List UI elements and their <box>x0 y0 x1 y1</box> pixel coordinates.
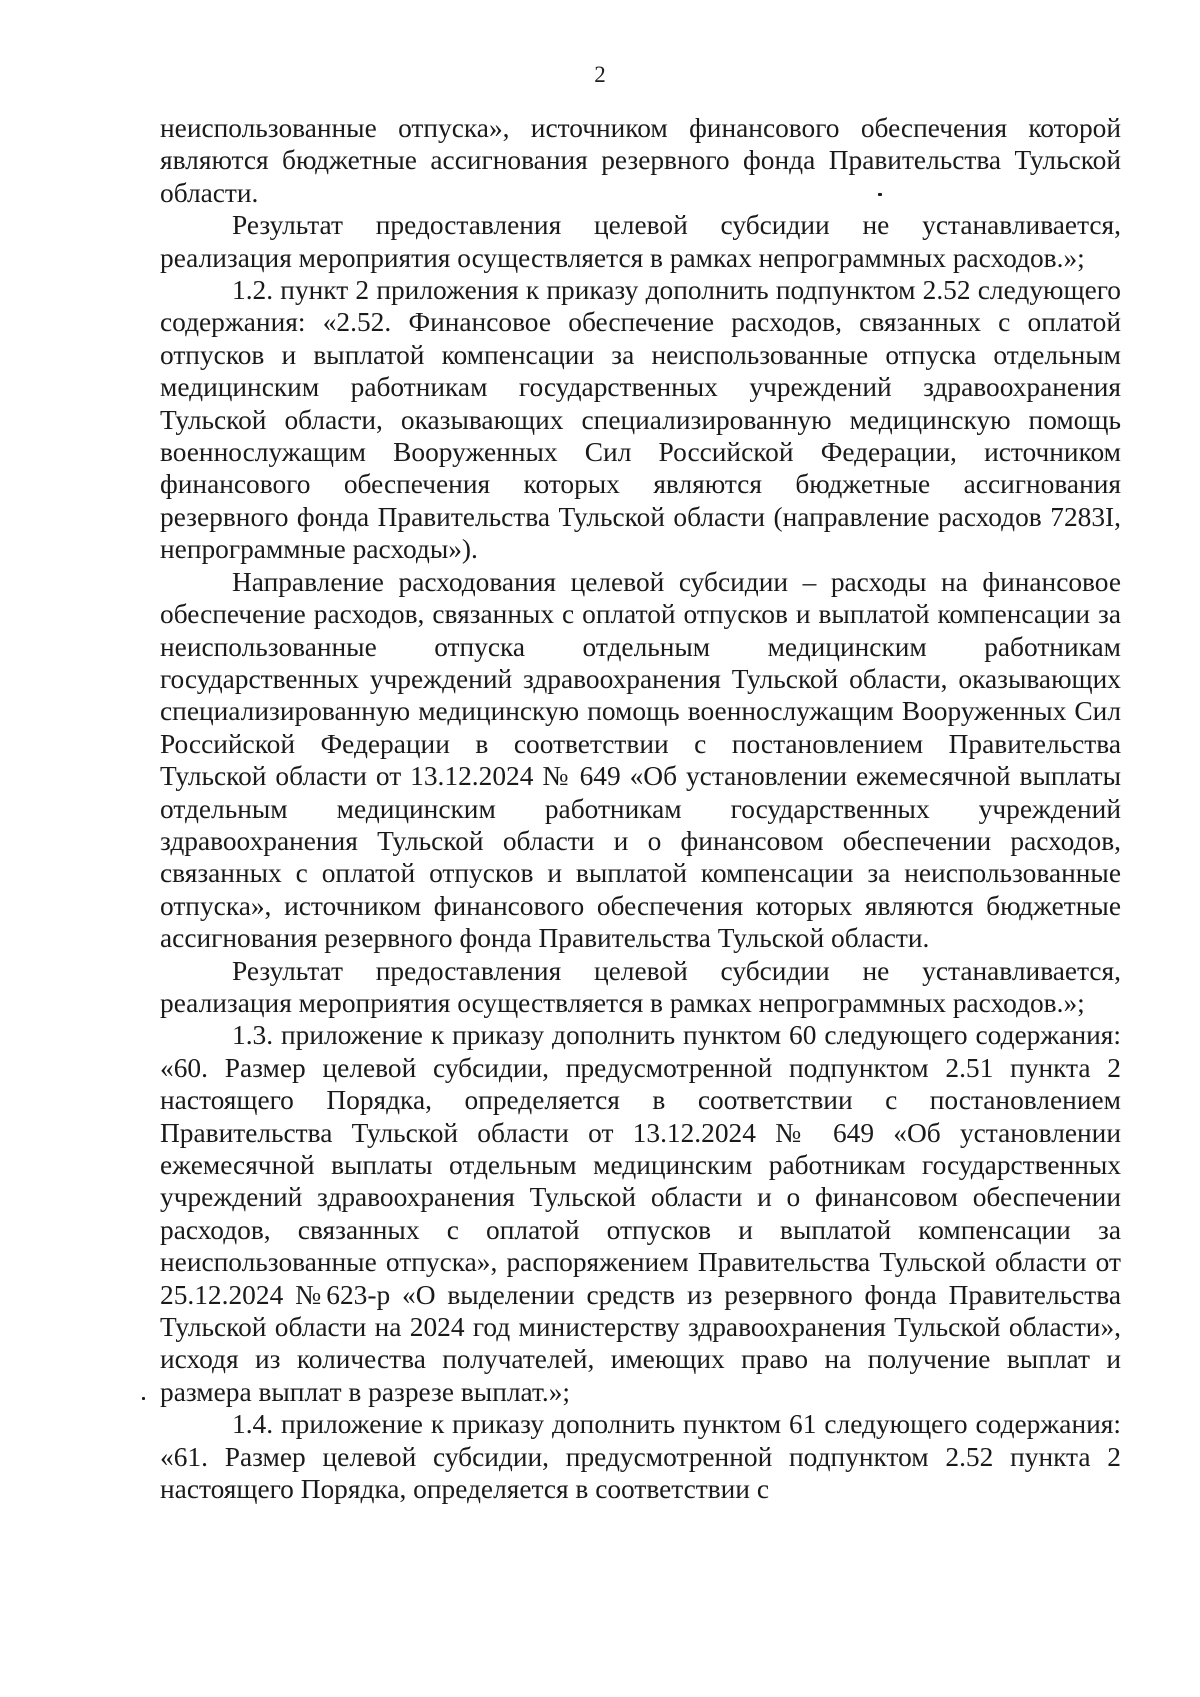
paragraph-continuation: неиспользованные отпуска», источником финансового обеспечения которой являются бюджетные ассигнования резервного фонда Правительства Тульской области. <box>160 113 1121 208</box>
paragraph-item-1-2: 1.2. пункт 2 приложения к приказу дополнить подпунктом 2.52 следующего содержания: «2.52. Финансовое обеспечение расходов, связанных с оплатой отпусков и выплатой компенсации за неиспользованные отпуска отдельным медицинским работникам государственных учреждений здравоохранения Тульской области, оказывающих специализированную медицинскую помощь военнослужащим Вооруженных Сил Российской Федерации, источником финансового обеспечения которых являются бюджетные ассигнования резервного фонда Правительства Тульской области (направление расходов 7283I, непрограммные расходы»). <box>160 275 1121 565</box>
page-number: 2 <box>594 62 606 87</box>
paragraph-result-2: Результат предоставления целевой субсидии не устанавливается, реализация мероприятия осуществляется в рамках непрограммных расходов.»; <box>160 955 1121 1018</box>
scan-speck <box>878 193 882 196</box>
document-body <box>160 112 1121 1505</box>
paragraph-result-1: Результат предоставления целевой субсидии не устанавливается, реализация мероприятия осуществляется в рамках непрограммных расходов.»; <box>160 210 1121 273</box>
paragraph-direction: Направление расходования целевой субсидии – расходы на финансовое обеспечение расходов, связанных с оплатой отпусков и выплатой компенсации за неиспользованные отпуска отдельным медицинским работникам государственных учреждений здравоохранения Тульской области, оказывающих специализированную медицинскую помощь военнослужащим Вооруженных Сил Российской Федерации в соответствии с постановлением Правительства Тульской области от 13.12.2024 № 649 «Об установлении ежемесячной выплаты отдельным медицинским работникам государственных учреждений здравоохранения Тульской области и о финансовом обеспечении расходов, связанных с оплатой отпусков и выплатой компенсации за неиспользованные отпуска», источником финансового обеспечения которых являются бюджетные ассигнования резервного фонда Правительства Тульской области. <box>160 566 1121 954</box>
scan-speck <box>142 1397 145 1400</box>
paragraph-item-1-3: 1.3. приложение к приказу дополнить пунктом 60 следующего содержания: «60. Размер целевой субсидии, предусмотренной подпунктом 2.51 пункта 2 настоящего Порядка, определяется в соответствии с постановлением Правительства Тульской области от 13.12.2024 № 649 «Об установлении ежемесячной выплаты отдельным медицинским работникам государственных учреждений здравоохранения Тульской области и о финансовом обеспечении расходов, связанных с оплатой отпусков и выплатой компенсации за неиспользованные отпуска», распоряжением Правительства Тульской области от 25.12.2024 №623-р «О выделении средств из резервного фонда Правительства Тульской области на 2024 год министерству здравоохранения Тульской области», исходя из количества получателей, имеющих право на получение выплат и размера выплат в разрезе выплат.»; <box>160 1020 1121 1407</box>
paragraph-item-1-4: 1.4. приложение к приказу дополнить пунктом 61 следующего содержания: «61. Размер целевой субсидии, предусмотренной подпунктом 2.52 пункта 2 настоящего Порядка, определяется в соответствии с <box>160 1409 1121 1505</box>
